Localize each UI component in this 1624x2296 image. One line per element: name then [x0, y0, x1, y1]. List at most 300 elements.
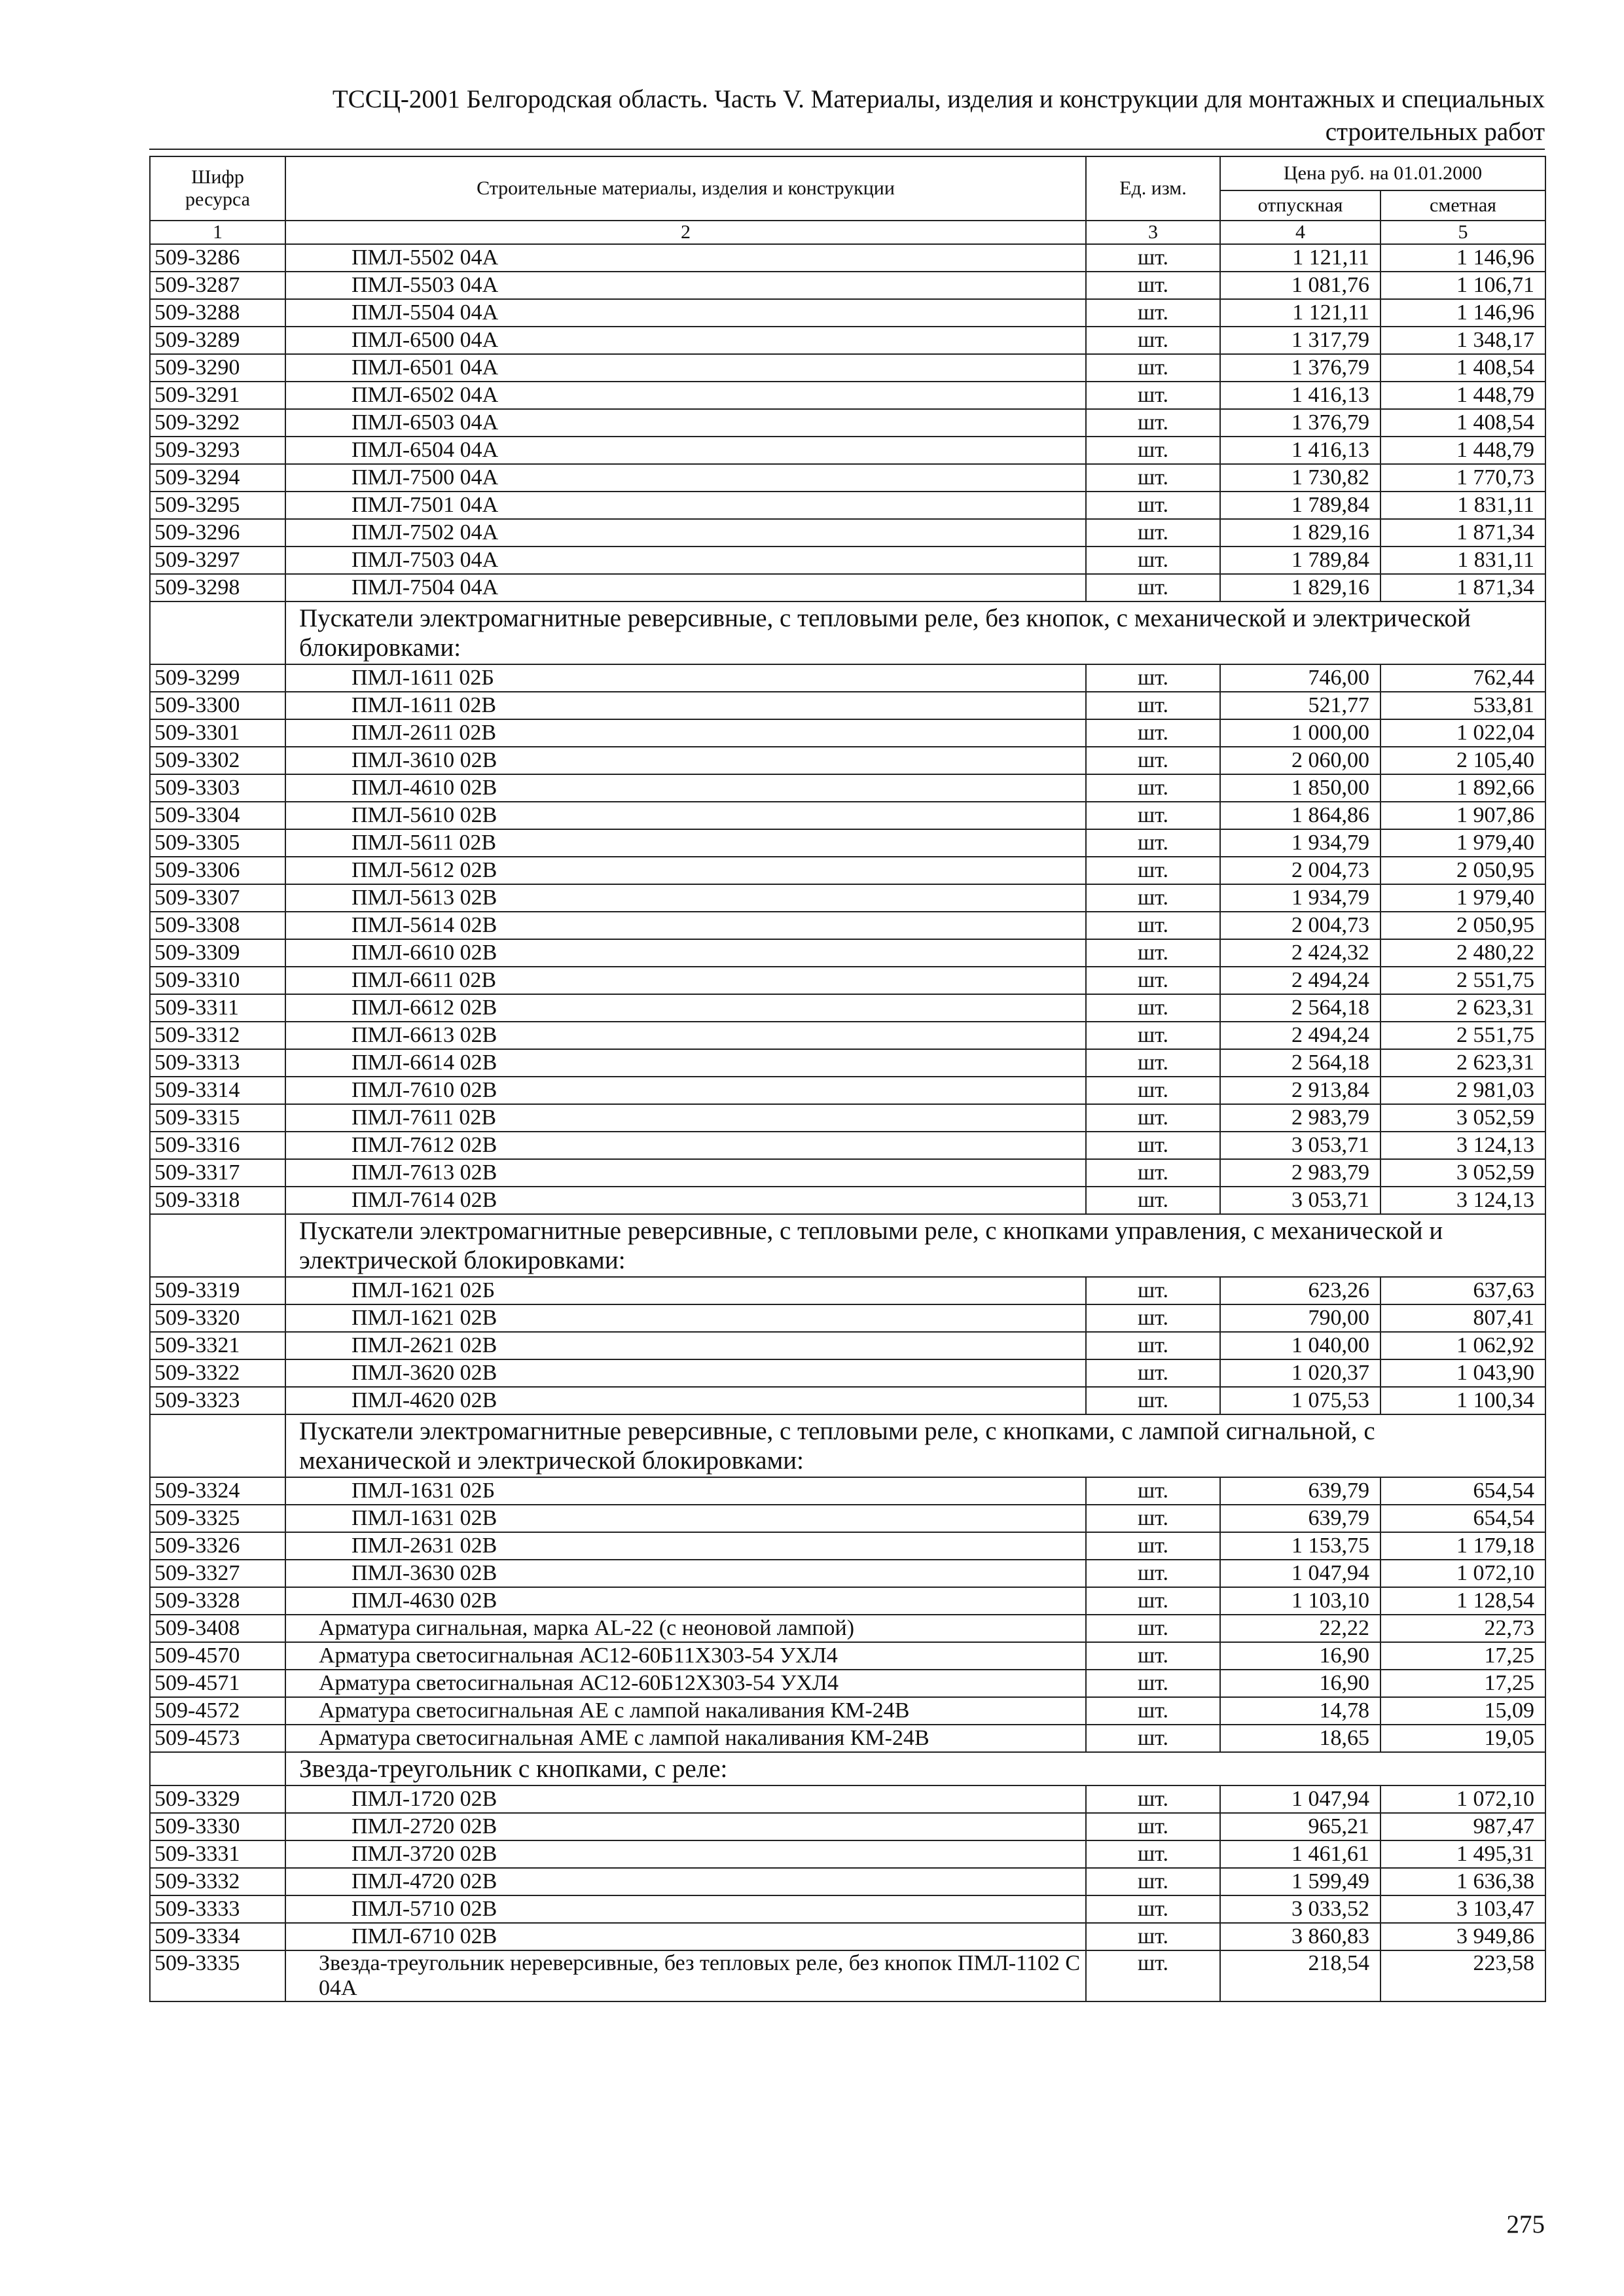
resource-code-cell: 509-3297: [150, 547, 285, 574]
unit-cell: шт.: [1086, 244, 1220, 272]
unit-cell: шт.: [1086, 1587, 1220, 1615]
material-name-cell: ПМЛ-3610 02В: [285, 747, 1086, 774]
estimate-price-cell: 2 981,03: [1380, 1077, 1545, 1104]
unit-cell: шт.: [1086, 547, 1220, 574]
estimate-price-cell: 2 105,40: [1380, 747, 1545, 774]
resource-code-cell: 509-4571: [150, 1670, 285, 1697]
release-price-cell: 1 829,16: [1220, 519, 1380, 547]
release-price-cell: 218,54: [1220, 1950, 1380, 2001]
resource-code-cell: 509-3319: [150, 1277, 285, 1304]
table-row: [150, 939, 1545, 967]
table-row: [150, 1387, 1545, 1414]
running-header: [149, 83, 1545, 150]
material-name-cell: ПМЛ-6611 02В: [285, 967, 1086, 994]
material-name-cell: ПМЛ-4610 02В: [285, 774, 1086, 802]
table-row: [150, 1477, 1545, 1505]
unit-cell: шт.: [1086, 1505, 1220, 1532]
material-name-cell: ПМЛ-7502 04А: [285, 519, 1086, 547]
unit-cell: шт.: [1086, 1077, 1220, 1104]
estimate-price-cell: 1 979,40: [1380, 884, 1545, 912]
estimate-price-cell: 654,54: [1380, 1477, 1545, 1505]
unit-cell: шт.: [1086, 299, 1220, 327]
table-row: [150, 1277, 1545, 1304]
table-row: [150, 1923, 1545, 1950]
estimate-price-cell: 2 623,31: [1380, 1049, 1545, 1077]
release-price-cell: 521,77: [1220, 692, 1380, 719]
estimate-price-cell: 1 892,66: [1380, 774, 1545, 802]
estimate-price-cell: 3 124,13: [1380, 1132, 1545, 1159]
table-row: [150, 327, 1545, 354]
table-row: [150, 244, 1545, 272]
estimate-price-cell: 2 050,95: [1380, 912, 1545, 939]
table-row: [150, 912, 1545, 939]
estimate-price-cell: 1 106,71: [1380, 272, 1545, 299]
table-row: [150, 967, 1545, 994]
table-row: [150, 437, 1545, 464]
release-price-cell: 1 075,53: [1220, 1387, 1380, 1414]
table-row: [150, 1697, 1545, 1725]
resource-code-cell: 509-3333: [150, 1895, 285, 1923]
release-price-cell: 2 564,18: [1220, 1049, 1380, 1077]
table-row: [150, 774, 1545, 802]
unit-cell: шт.: [1086, 994, 1220, 1022]
material-name-cell: ПМЛ-1611 02В: [285, 692, 1086, 719]
table-row: [150, 1642, 1545, 1670]
group-heading: Пускатели электромагнитные реверсивные, с тепловыми реле, с кнопками, с лампой сигнальной, с механической и электрической блокировками:: [285, 1414, 1545, 1477]
resource-code-cell: 509-3308: [150, 912, 285, 939]
unit-cell: шт.: [1086, 1785, 1220, 1813]
table-row: [150, 464, 1545, 492]
estimate-price-cell: 17,25: [1380, 1642, 1545, 1670]
unit-cell: шт.: [1086, 939, 1220, 967]
material-name-cell: ПМЛ-7614 02В: [285, 1187, 1086, 1214]
unit-cell: шт.: [1086, 1868, 1220, 1895]
unit-cell: шт.: [1086, 857, 1220, 884]
release-price-cell: 1 934,79: [1220, 884, 1380, 912]
table-row: [150, 1505, 1545, 1532]
unit-cell: шт.: [1086, 492, 1220, 519]
release-price-cell: 1 121,11: [1220, 244, 1380, 272]
resource-code-cell: 509-3408: [150, 1615, 285, 1642]
estimate-price-cell: 3 124,13: [1380, 1187, 1545, 1214]
material-name-cell: ПМЛ-6502 04А: [285, 382, 1086, 409]
estimate-price-cell: 3 949,86: [1380, 1923, 1545, 1950]
group-heading-spacer: [150, 1752, 285, 1785]
release-price-cell: 1 047,94: [1220, 1560, 1380, 1587]
release-price-cell: 2 983,79: [1220, 1104, 1380, 1132]
material-name-cell: ПМЛ-7500 04А: [285, 464, 1086, 492]
release-price-cell: 3 053,71: [1220, 1132, 1380, 1159]
header-code: Шифр ресурса: [150, 156, 285, 221]
unit-cell: шт.: [1086, 1670, 1220, 1697]
unit-cell: шт.: [1086, 884, 1220, 912]
material-name-cell: ПМЛ-7503 04А: [285, 547, 1086, 574]
resource-code-cell: 509-3303: [150, 774, 285, 802]
release-price-cell: 1 850,00: [1220, 774, 1380, 802]
resource-code-cell: 509-3312: [150, 1022, 285, 1049]
unit-cell: шт.: [1086, 692, 1220, 719]
estimate-price-cell: 533,81: [1380, 692, 1545, 719]
resource-code-cell: 509-3313: [150, 1049, 285, 1077]
release-price-cell: 1 103,10: [1220, 1587, 1380, 1615]
material-name-cell: ПМЛ-5611 02В: [285, 829, 1086, 857]
table-row: [150, 1077, 1545, 1104]
unit-cell: шт.: [1086, 1697, 1220, 1725]
group-heading-spacer: [150, 1414, 285, 1477]
table-row: [150, 574, 1545, 601]
estimate-price-cell: 1 907,86: [1380, 802, 1545, 829]
release-price-cell: 1 461,61: [1220, 1840, 1380, 1868]
resource-code-cell: 509-3310: [150, 967, 285, 994]
unit-cell: шт.: [1086, 829, 1220, 857]
table-row: [150, 1785, 1545, 1813]
header-price: Цена руб. на 01.01.2000: [1220, 156, 1545, 190]
resource-code-cell: 509-3331: [150, 1840, 285, 1868]
estimate-price-cell: 987,47: [1380, 1813, 1545, 1840]
release-price-cell: 1 599,49: [1220, 1868, 1380, 1895]
release-price-cell: 2 494,24: [1220, 967, 1380, 994]
resource-code-cell: 509-3291: [150, 382, 285, 409]
table-row: [150, 1332, 1545, 1359]
table-row: [150, 747, 1545, 774]
material-name-cell: ПМЛ-6503 04А: [285, 409, 1086, 437]
table-row: [150, 547, 1545, 574]
material-name-cell: ПМЛ-4620 02В: [285, 1387, 1086, 1414]
estimate-price-cell: 2 551,75: [1380, 1022, 1545, 1049]
release-price-cell: 14,78: [1220, 1697, 1380, 1725]
release-price-cell: 1 416,13: [1220, 437, 1380, 464]
resource-code-cell: 509-3286: [150, 244, 285, 272]
resource-code-cell: 509-3287: [150, 272, 285, 299]
unit-cell: шт.: [1086, 1332, 1220, 1359]
resource-code-cell: 509-3294: [150, 464, 285, 492]
header-release-price: отпускная: [1220, 190, 1380, 221]
release-price-cell: 1 864,86: [1220, 802, 1380, 829]
resource-code-cell: 509-3315: [150, 1104, 285, 1132]
unit-cell: шт.: [1086, 272, 1220, 299]
resource-code-cell: 509-3298: [150, 574, 285, 601]
resource-code-cell: 509-3326: [150, 1532, 285, 1560]
unit-cell: шт.: [1086, 1022, 1220, 1049]
resource-code-cell: 509-3329: [150, 1785, 285, 1813]
material-name-cell: ПМЛ-6614 02В: [285, 1049, 1086, 1077]
price-table-container: [149, 156, 1545, 2002]
material-name-cell: ПМЛ-1611 02Б: [285, 664, 1086, 692]
table-row: [150, 492, 1545, 519]
table-row: [150, 1840, 1545, 1868]
material-name-cell: ПМЛ-1720 02В: [285, 1785, 1086, 1813]
estimate-price-cell: 1 979,40: [1380, 829, 1545, 857]
resource-code-cell: 509-3292: [150, 409, 285, 437]
release-price-cell: 2 564,18: [1220, 994, 1380, 1022]
material-name-cell: ПМЛ-5710 02В: [285, 1895, 1086, 1923]
material-name-cell: ПМЛ-2720 02В: [285, 1813, 1086, 1840]
header-title: ТССЦ-2001 Белгородская область. Часть V. Материалы, изделия и конструкции для монтажных и специальных: [332, 85, 1545, 113]
unit-cell: шт.: [1086, 1895, 1220, 1923]
resource-code-cell: 509-3316: [150, 1132, 285, 1159]
unit-cell: шт.: [1086, 774, 1220, 802]
table-row: [150, 802, 1545, 829]
release-price-cell: 1 730,82: [1220, 464, 1380, 492]
table-row: [150, 1587, 1545, 1615]
material-name-cell: ПМЛ-5502 04А: [285, 244, 1086, 272]
group-heading-spacer: [150, 601, 285, 664]
header-unit: Ед. изм.: [1086, 156, 1220, 221]
estimate-price-cell: 762,44: [1380, 664, 1545, 692]
resource-code-cell: 509-3323: [150, 1387, 285, 1414]
material-name-cell: Звезда-треугольник нереверсивные, без тепловых реле, без кнопок ПМЛ-1102 С 04А: [285, 1950, 1086, 2001]
unit-cell: шт.: [1086, 1477, 1220, 1505]
release-price-cell: 623,26: [1220, 1277, 1380, 1304]
resource-code-cell: 509-3299: [150, 664, 285, 692]
header-name: Строительные материалы, изделия и конструкции: [285, 156, 1086, 221]
estimate-price-cell: 1 128,54: [1380, 1587, 1545, 1615]
material-name-cell: ПМЛ-1631 02Б: [285, 1477, 1086, 1505]
estimate-price-cell: 1 022,04: [1380, 719, 1545, 747]
unit-cell: шт.: [1086, 664, 1220, 692]
estimate-price-cell: 1 146,96: [1380, 244, 1545, 272]
unit-cell: шт.: [1086, 327, 1220, 354]
table-row: [150, 1104, 1545, 1132]
resource-code-cell: 509-3301: [150, 719, 285, 747]
estimate-price-cell: 637,63: [1380, 1277, 1545, 1304]
release-price-cell: 1 934,79: [1220, 829, 1380, 857]
group-heading: Звезда-треугольник с кнопками, с реле:: [285, 1752, 1545, 1785]
estimate-price-cell: 2 551,75: [1380, 967, 1545, 994]
material-name-cell: ПМЛ-2631 02В: [285, 1532, 1086, 1560]
estimate-price-cell: 1 871,34: [1380, 519, 1545, 547]
resource-code-cell: 509-3314: [150, 1077, 285, 1104]
resource-code-cell: 509-3318: [150, 1187, 285, 1214]
group-heading-row: [150, 601, 1545, 664]
table-row: [150, 1615, 1545, 1642]
release-price-cell: 1 000,00: [1220, 719, 1380, 747]
material-name-cell: ПМЛ-1631 02В: [285, 1505, 1086, 1532]
group-heading: Пускатели электромагнитные реверсивные, с тепловыми реле, с кнопками управления, с механической и электрической блокировками:: [285, 1214, 1545, 1277]
unit-cell: шт.: [1086, 437, 1220, 464]
page-number: 275: [1506, 2210, 1545, 2238]
release-price-cell: 1 376,79: [1220, 409, 1380, 437]
table-row: [150, 1304, 1545, 1332]
table-row: [150, 1725, 1545, 1752]
estimate-price-cell: 2 050,95: [1380, 857, 1545, 884]
material-name-cell: Арматура светосигнальная АЕ с лампой накаливания КМ-24В: [285, 1697, 1086, 1725]
unit-cell: шт.: [1086, 1159, 1220, 1187]
release-price-cell: 16,90: [1220, 1642, 1380, 1670]
resource-code-cell: 509-3311: [150, 994, 285, 1022]
resource-code-cell: 509-3306: [150, 857, 285, 884]
release-price-cell: 16,90: [1220, 1670, 1380, 1697]
table-row: [150, 1950, 1545, 2001]
resource-code-cell: 509-3335: [150, 1950, 285, 2001]
resource-code-cell: 509-3296: [150, 519, 285, 547]
unit-cell: шт.: [1086, 409, 1220, 437]
unit-cell: шт.: [1086, 747, 1220, 774]
unit-cell: шт.: [1086, 1532, 1220, 1560]
table-row: [150, 719, 1545, 747]
material-name-cell: ПМЛ-5614 02В: [285, 912, 1086, 939]
unit-cell: шт.: [1086, 719, 1220, 747]
estimate-price-cell: 1 831,11: [1380, 492, 1545, 519]
release-price-cell: 639,79: [1220, 1477, 1380, 1505]
material-name-cell: ПМЛ-6612 02В: [285, 994, 1086, 1022]
material-name-cell: ПМЛ-2621 02В: [285, 1332, 1086, 1359]
estimate-price-cell: 1 448,79: [1380, 382, 1545, 409]
material-name-cell: ПМЛ-6613 02В: [285, 1022, 1086, 1049]
release-price-cell: 2 983,79: [1220, 1159, 1380, 1187]
table-row: [150, 884, 1545, 912]
unit-cell: шт.: [1086, 1187, 1220, 1214]
resource-code-cell: 509-4570: [150, 1642, 285, 1670]
release-price-cell: 2 004,73: [1220, 857, 1380, 884]
table-row: [150, 692, 1545, 719]
estimate-price-cell: 1 636,38: [1380, 1868, 1545, 1895]
estimate-price-cell: 807,41: [1380, 1304, 1545, 1332]
table-row: [150, 354, 1545, 382]
group-heading-spacer: [150, 1214, 285, 1277]
estimate-price-cell: 19,05: [1380, 1725, 1545, 1752]
estimate-price-cell: 1 348,17: [1380, 327, 1545, 354]
release-price-cell: 2 424,32: [1220, 939, 1380, 967]
column-number-3: 3: [1086, 221, 1220, 244]
resource-code-cell: 509-3295: [150, 492, 285, 519]
material-name-cell: ПМЛ-3720 02В: [285, 1840, 1086, 1868]
material-name-cell: ПМЛ-5612 02В: [285, 857, 1086, 884]
unit-cell: шт.: [1086, 802, 1220, 829]
table-row: [150, 299, 1545, 327]
estimate-price-cell: 1 043,90: [1380, 1359, 1545, 1387]
material-name-cell: ПМЛ-3630 02В: [285, 1560, 1086, 1587]
resource-code-cell: 509-3317: [150, 1159, 285, 1187]
resource-code-cell: 509-3334: [150, 1923, 285, 1950]
material-name-cell: ПМЛ-1621 02В: [285, 1304, 1086, 1332]
unit-cell: шт.: [1086, 1277, 1220, 1304]
material-name-cell: ПМЛ-5613 02В: [285, 884, 1086, 912]
table-row: [150, 664, 1545, 692]
unit-cell: шт.: [1086, 354, 1220, 382]
release-price-cell: 1 376,79: [1220, 354, 1380, 382]
table-row: [150, 1187, 1545, 1214]
table-row: [150, 1532, 1545, 1560]
release-price-cell: 2 004,73: [1220, 912, 1380, 939]
release-price-cell: 1 789,84: [1220, 492, 1380, 519]
resource-code-cell: 509-3307: [150, 884, 285, 912]
estimate-price-cell: 1 831,11: [1380, 547, 1545, 574]
release-price-cell: 965,21: [1220, 1813, 1380, 1840]
resource-code-cell: 509-3289: [150, 327, 285, 354]
resource-code-cell: 509-3290: [150, 354, 285, 382]
material-name-cell: ПМЛ-7611 02В: [285, 1104, 1086, 1132]
release-price-cell: 1 121,11: [1220, 299, 1380, 327]
release-price-cell: 22,22: [1220, 1615, 1380, 1642]
estimate-price-cell: 1 072,10: [1380, 1785, 1545, 1813]
material-name-cell: ПМЛ-6710 02В: [285, 1923, 1086, 1950]
header-estimate-price: сметная: [1380, 190, 1545, 221]
material-name-cell: Арматура сигнальная, марка AL-22 (с неоновой лампой): [285, 1615, 1086, 1642]
estimate-price-cell: 654,54: [1380, 1505, 1545, 1532]
release-price-cell: 2 060,00: [1220, 747, 1380, 774]
group-heading-row: [150, 1752, 1545, 1785]
release-price-cell: 2 913,84: [1220, 1077, 1380, 1104]
release-price-cell: 3 053,71: [1220, 1187, 1380, 1214]
unit-cell: шт.: [1086, 1560, 1220, 1587]
unit-cell: шт.: [1086, 1132, 1220, 1159]
material-name-cell: ПМЛ-4630 02В: [285, 1587, 1086, 1615]
resource-code-cell: 509-3300: [150, 692, 285, 719]
release-price-cell: 3 860,83: [1220, 1923, 1380, 1950]
group-heading-row: [150, 1214, 1545, 1277]
column-number-5: 5: [1380, 221, 1545, 244]
estimate-price-cell: 1 871,34: [1380, 574, 1545, 601]
release-price-cell: 790,00: [1220, 1304, 1380, 1332]
material-name-cell: ПМЛ-7504 04А: [285, 574, 1086, 601]
material-name-cell: ПМЛ-7610 02В: [285, 1077, 1086, 1104]
table-row: [150, 1132, 1545, 1159]
resource-code-cell: 509-3302: [150, 747, 285, 774]
table-row: [150, 519, 1545, 547]
material-name-cell: ПМЛ-3620 02В: [285, 1359, 1086, 1387]
material-name-cell: ПМЛ-5503 04А: [285, 272, 1086, 299]
resource-code-cell: 509-4573: [150, 1725, 285, 1752]
estimate-price-cell: 223,58: [1380, 1950, 1545, 2001]
estimate-price-cell: 1 408,54: [1380, 354, 1545, 382]
group-heading-row: [150, 1414, 1545, 1477]
table-row: [150, 1895, 1545, 1923]
header-title-continued: строительных работ: [1325, 118, 1545, 146]
table-body: [150, 244, 1545, 2001]
material-name-cell: ПМЛ-4720 02В: [285, 1868, 1086, 1895]
release-price-cell: 746,00: [1220, 664, 1380, 692]
release-price-cell: 1 416,13: [1220, 382, 1380, 409]
unit-cell: шт.: [1086, 1615, 1220, 1642]
release-price-cell: 18,65: [1220, 1725, 1380, 1752]
material-name-cell: ПМЛ-6500 04А: [285, 327, 1086, 354]
release-price-cell: 1 081,76: [1220, 272, 1380, 299]
estimate-price-cell: 1 448,79: [1380, 437, 1545, 464]
release-price-cell: 1 153,75: [1220, 1532, 1380, 1560]
estimate-price-cell: 1 062,92: [1380, 1332, 1545, 1359]
estimate-price-cell: 17,25: [1380, 1670, 1545, 1697]
material-name-cell: ПМЛ-7612 02В: [285, 1132, 1086, 1159]
table-row: [150, 1049, 1545, 1077]
resource-code-cell: 509-3305: [150, 829, 285, 857]
estimate-price-cell: 1 179,18: [1380, 1532, 1545, 1560]
unit-cell: шт.: [1086, 1813, 1220, 1840]
estimate-price-cell: 15,09: [1380, 1697, 1545, 1725]
unit-cell: шт.: [1086, 1923, 1220, 1950]
resource-code-cell: 509-3304: [150, 802, 285, 829]
unit-cell: шт.: [1086, 382, 1220, 409]
unit-cell: шт.: [1086, 912, 1220, 939]
resource-code-cell: 509-3332: [150, 1868, 285, 1895]
release-price-cell: 1 317,79: [1220, 327, 1380, 354]
column-number-4: 4: [1220, 221, 1380, 244]
table-row: [150, 1359, 1545, 1387]
material-name-cell: ПМЛ-1621 02Б: [285, 1277, 1086, 1304]
table-row: [150, 829, 1545, 857]
unit-cell: шт.: [1086, 1840, 1220, 1868]
unit-cell: шт.: [1086, 1049, 1220, 1077]
material-name-cell: Арматура светосигнальная АС12-60Б12Х303-54 УХЛ4: [285, 1670, 1086, 1697]
unit-cell: шт.: [1086, 1359, 1220, 1387]
estimate-price-cell: 1 146,96: [1380, 299, 1545, 327]
unit-cell: шт.: [1086, 519, 1220, 547]
table-row: [150, 857, 1545, 884]
material-name-cell: Арматура светосигнальная АС12-60Б11Х303-54 УХЛ4: [285, 1642, 1086, 1670]
table-row: [150, 994, 1545, 1022]
estimate-price-cell: 1 408,54: [1380, 409, 1545, 437]
table-row: [150, 1560, 1545, 1587]
